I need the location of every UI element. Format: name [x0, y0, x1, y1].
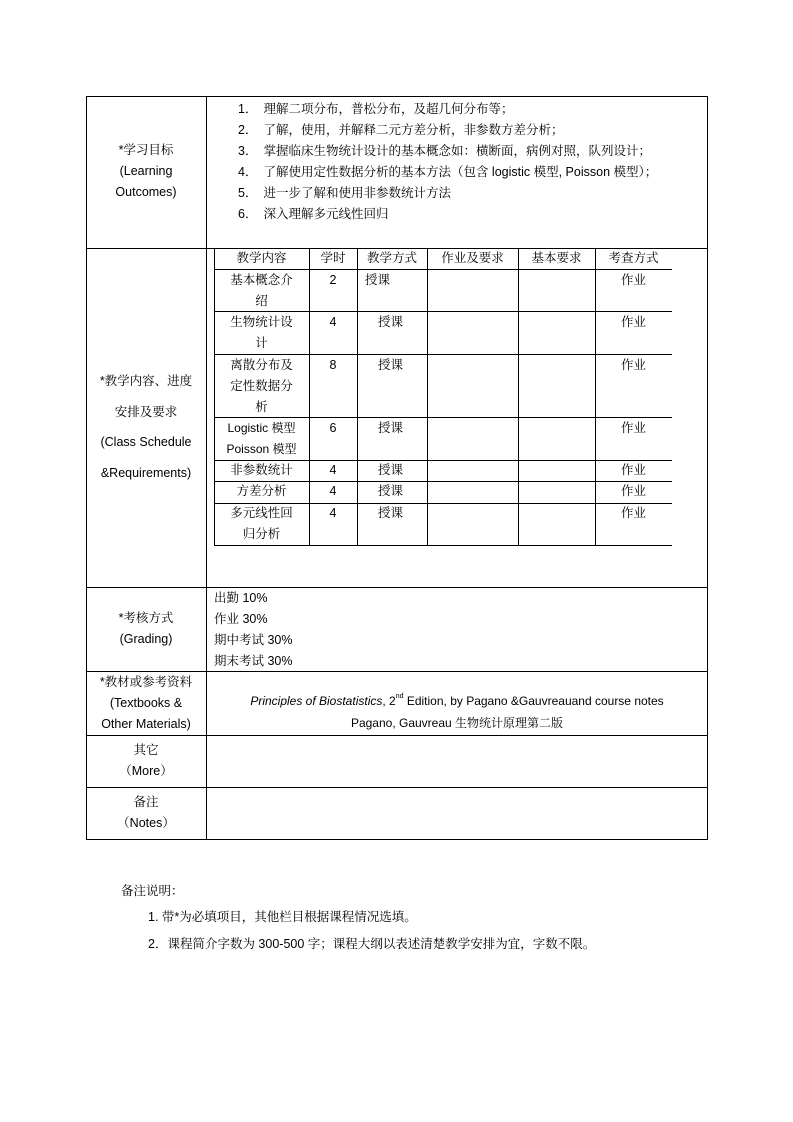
col-header-hours: 学时 [320, 251, 346, 265]
footnote-title: 备注说明： [121, 884, 184, 898]
col-header-method: 教学方式 [366, 251, 417, 265]
more-label: 其它 （More） [119, 743, 173, 778]
table-cell-hours: 8 [329, 358, 337, 372]
table-cell-method: 授课 [378, 484, 404, 498]
table-cell-method: 授课 [378, 463, 404, 477]
list-item: 期中考试 30% [214, 633, 293, 647]
table-cell-method: 授课 [378, 506, 404, 520]
table-cell-content: Logistic 模型 Poisson 模型 [226, 421, 297, 456]
notes-label: 备注 （Notes） [117, 795, 175, 830]
schedule-label: *教学内容、进度 安排及要求 (Class Schedule &Requirements) [99, 374, 193, 480]
learning-outcomes-list [238, 99, 657, 225]
table-cell-method: 授课 [365, 273, 391, 287]
col-header-assess: 考查方式 [608, 251, 659, 265]
table-right-border [707, 96, 708, 839]
table-cell-method: 授课 [378, 421, 404, 435]
textbook-citation: Principles of Biostatistics, 2nd Edition, by Pagano &Gauvreauand course notes [250, 693, 664, 708]
table-cell-content: 非参数统计 [230, 463, 293, 477]
table-cell-assess: 作业 [620, 315, 646, 329]
table-cell-content: 基本概念介 绍 [230, 273, 293, 308]
table-cell-assess: 作业 [620, 463, 646, 477]
table-cell-method: 授课 [378, 358, 404, 372]
footnote-item: 2．课程简介字数为 300-500 字；课程大纲以表述清楚教学安排为宜，字数不限。 [148, 937, 596, 951]
col-header-homework: 作业及要求 [441, 251, 504, 265]
row-divider [86, 787, 708, 788]
table-bottom-border [86, 839, 708, 840]
list-item: 3． 掌握临床生物统计设计的基本概念如：横断面，病例对照，队列设计； [238, 144, 651, 158]
table-cell-hours: 2 [329, 273, 337, 287]
table-cell-hours: 6 [329, 421, 337, 435]
table-cell-method: 授课 [378, 315, 404, 329]
table-cell-content: 多元线性回 归分析 [230, 506, 293, 541]
list-item: 4． 了解使用定性数据分析的基本方法（包含 logistic 模型, Poisson 模型）； [238, 165, 658, 179]
schedule-col-divider [518, 248, 519, 545]
row-divider [86, 587, 708, 588]
table-cell-hours: 4 [329, 315, 337, 329]
table-cell-content: 方差分析 [236, 484, 287, 498]
list-item: 期末考试 30% [214, 654, 293, 668]
table-cell-assess: 作业 [620, 273, 646, 287]
col-header-basic: 基本要求 [531, 251, 582, 265]
schedule-col-divider [427, 248, 428, 545]
grading-label: *考核方式 (Grading) [118, 611, 174, 646]
table-cell-content: 生物统计设 计 [230, 315, 293, 350]
table-cell-assess: 作业 [620, 484, 646, 498]
list-item: 1． 理解二项分布，普松分布，及超几何分布等； [238, 102, 514, 116]
grading-list [214, 588, 293, 672]
table-cell-hours: 4 [329, 506, 337, 520]
list-item: 出勤 10% [214, 591, 268, 605]
table-cell-hours: 4 [329, 484, 337, 498]
textbook-chinese: Pagano, Gauvreau 生物统计原理第二版 [350, 716, 564, 730]
table-cell-hours: 4 [329, 463, 337, 477]
table-cell-assess: 作业 [620, 358, 646, 372]
schedule-row-divider [214, 545, 672, 546]
list-item: 5． 进一步了解和使用非参数统计方法 [238, 186, 451, 200]
textbooks-label: *教材或参考资料 (Textbooks & Other Materials) [99, 675, 193, 731]
list-item: 作业 30% [214, 612, 268, 626]
footnote-item: 1. 带*为必填项目，其他栏目根据课程情况选填。 [148, 910, 417, 924]
list-item: 2． 了解，使用，并解释二元方差分析，非参数方差分析； [238, 123, 564, 137]
table-cell-assess: 作业 [620, 506, 646, 520]
table-cell-assess: 作业 [620, 421, 646, 435]
learning-label: *学习目标 (Learning Outcomes) [115, 143, 177, 199]
row-divider [86, 735, 708, 736]
list-item: 6． 深入理解多元线性回归 [238, 207, 389, 221]
table-cell-content: 离散分布及 定性数据分 析 [230, 358, 293, 414]
col-header-content: 教学内容 [236, 251, 287, 265]
table-top-border [86, 96, 708, 97]
schedule-col-divider [357, 248, 358, 545]
